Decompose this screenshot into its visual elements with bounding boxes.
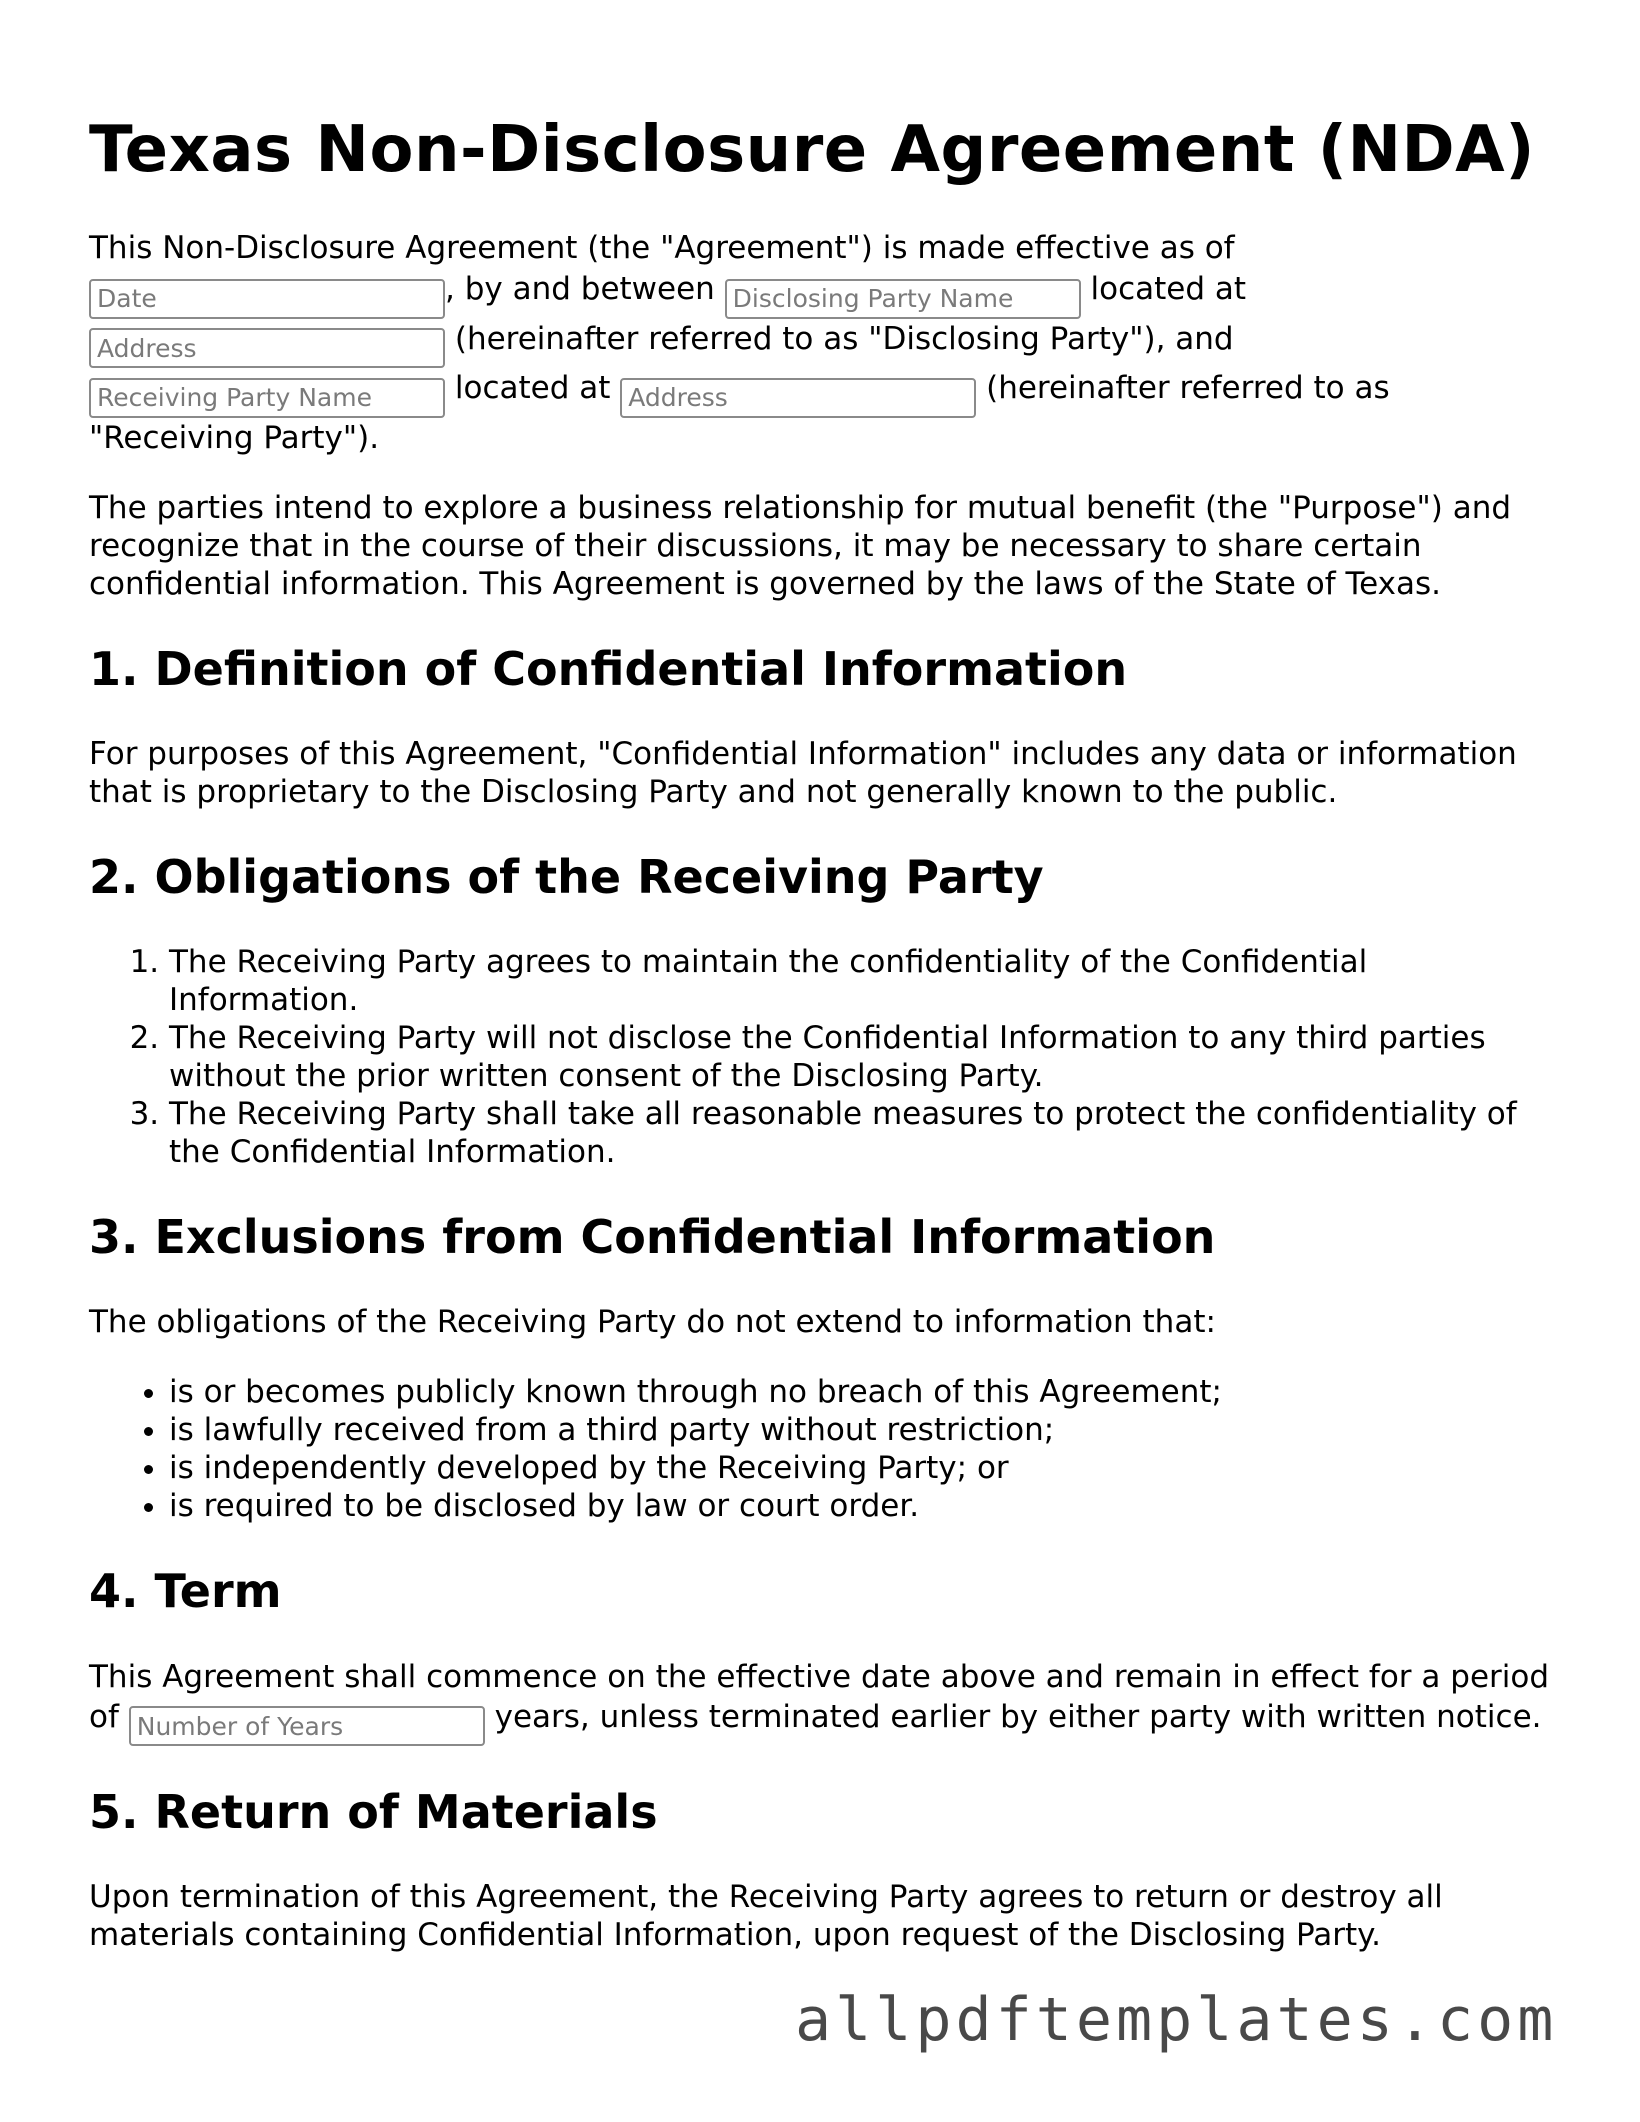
list-item: • is independently developed by the Receiving Party; or — [169, 1449, 1559, 1487]
intro-paragraph — [89, 228, 1559, 459]
intro-text-4: (hereinafter referred to as "Disclosing Party"), and — [454, 320, 1234, 357]
term-text-1: This Agreement shall commence on the effective date above and remain in effect for a period of — [89, 1658, 1550, 1735]
list-item: 1. The Receiving Party agrees to maintain the confidentiality of the Confidential Information. — [169, 943, 1559, 1019]
section-heading-definition: 1. Definition of Confidential Information — [89, 641, 1128, 696]
exclusions-paragraph: The obligations of the Receiving Party do not extend to information that: — [89, 1303, 1216, 1340]
disclosing-party-address-field[interactable] — [89, 328, 445, 368]
list-item: • is required to be disclosed by law or court order. — [169, 1487, 1559, 1525]
section-heading-term: 4. Term — [89, 1563, 282, 1618]
intro-text-3: located at — [1090, 271, 1247, 307]
term-text-2: years, unless terminated earlier by either party with written notice. — [494, 1698, 1542, 1735]
number-of-years-field[interactable] — [129, 1706, 485, 1746]
obligations-list — [89, 943, 1559, 1171]
intro-text-1: This Non-Disclosure Agreement (the "Agreement") is made effective as of — [89, 230, 1235, 266]
purpose-paragraph: The parties intend to explore a business relationship for mutual benefit (the "Purpose") and recognize that in the course of their discussions, it may be necessary to share certain confidential information. This Agreement is governed by the laws of the State of Texas. — [89, 489, 1512, 602]
section-heading-obligations: 2. Obligations of the Receiving Party — [89, 849, 1044, 904]
list-item: 2. The Receiving Party will not disclose the Confidential Information to any third parties without the prior written consent of the Disclosing Party. — [169, 1019, 1559, 1095]
intro-text-6: (hereinafter referred to as "Receiving Party"). — [89, 370, 1390, 456]
watermark-text: allpdftemplates.com — [795, 1985, 1558, 2055]
list-item: 3. The Receiving Party shall take all reasonable measures to protect the confidentiality of the Confidential Information. — [169, 1095, 1559, 1171]
document-page — [89, 0, 1559, 1954]
document-title: Texas Non-Disclosure Agreement (NDA) — [89, 113, 1535, 187]
date-field[interactable] — [89, 279, 445, 319]
list-item: • is or becomes publicly known through no breach of this Agreement; — [169, 1373, 1559, 1411]
exclusions-list — [89, 1373, 1559, 1525]
intro-text-5: located at — [454, 370, 611, 406]
list-item: • is lawfully received from a third party without restriction; — [169, 1411, 1559, 1449]
term-paragraph — [89, 1657, 1559, 1747]
section-heading-exclusions: 3. Exclusions from Confidential Information — [89, 1209, 1216, 1264]
definition-paragraph: For purposes of this Agreement, "Confidential Information" includes any data or information that is proprietary to the Disclosing Party and not generally known to the public. — [89, 735, 1517, 810]
receiving-party-name-field[interactable] — [89, 378, 445, 418]
intro-text-2: , by and between — [445, 271, 715, 307]
return-paragraph: Upon termination of this Agreement, the Receiving Party agrees to return or destroy all materials containing Confidential Information, upon request of the Disclosing Party. — [89, 1879, 1443, 1953]
disclosing-party-name-field[interactable] — [725, 279, 1081, 319]
receiving-party-address-field[interactable] — [620, 378, 976, 418]
section-heading-return: 5. Return of Materials — [89, 1785, 658, 1839]
